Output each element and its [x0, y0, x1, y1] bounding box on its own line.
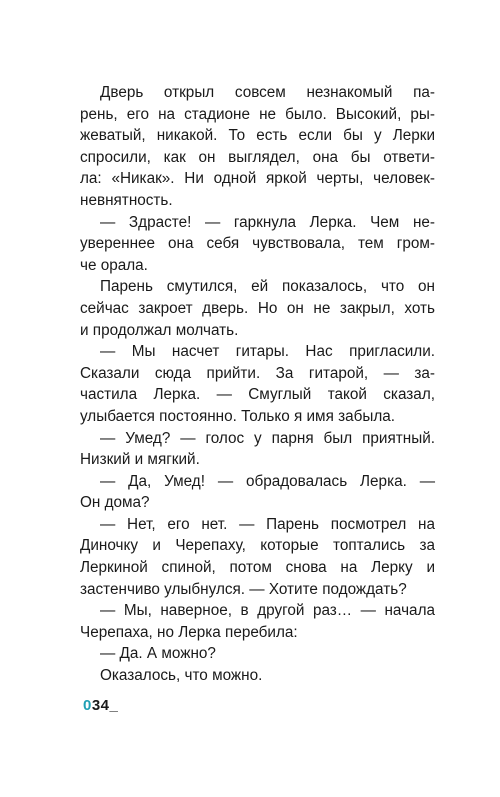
text-line: Парень смутился, ей показалось, что он	[100, 278, 435, 296]
page-number-lead-digit: 0	[83, 697, 92, 714]
text-line: сейчас закроет дверь. Но он не закрыл, хоть	[80, 299, 435, 317]
text-line: Низкий и мягкий.	[80, 451, 200, 469]
text-line: — Умед? — голос у парня был приятный.	[100, 429, 435, 447]
paragraph	[80, 665, 435, 687]
paragraph	[80, 341, 435, 427]
page-number-rest: 34_	[91, 697, 119, 714]
text-line: Оказалось, что можно.	[100, 667, 263, 685]
text-line: и продолжал молчать.	[80, 321, 239, 339]
paragraph	[80, 82, 435, 212]
text-line: Он дома?	[80, 494, 150, 512]
paragraph	[80, 428, 435, 471]
text-line: Черепаха, но Лерка перебила:	[80, 623, 298, 641]
paragraph	[80, 600, 435, 643]
text-line: че орала.	[80, 256, 148, 274]
text-line: застенчиво улыбнулся. — Хотите подождать?	[80, 580, 407, 598]
text-line: — Мы, наверное, в другой раз… — начала	[100, 602, 435, 620]
text-line: невнятность.	[80, 191, 173, 209]
text-line: рень, его на стадионе не было. Высокий, ры-	[80, 105, 435, 123]
paragraph	[80, 276, 435, 341]
text-line: — Да. А можно?	[100, 645, 216, 663]
paragraph	[80, 212, 435, 277]
text-line: Диночку и Черепаху, которые топтались за	[80, 537, 435, 555]
text-line: улыбается постоянно. Только я имя забыла.	[80, 407, 396, 425]
body-text	[80, 82, 435, 687]
text-line: Леркиной спиной, потом снова на Лерку и	[80, 559, 435, 577]
text-line: Дверь открыл совсем незнакомый па-	[100, 84, 435, 101]
text-line: спросили, как он выглядел, она бы ответи-	[80, 148, 435, 166]
paragraph	[80, 514, 435, 600]
text-line: — Да, Умед! — обрадовалась Лерка. —	[100, 472, 435, 490]
paragraph	[80, 643, 435, 665]
text-line: жеватый, никакой. То есть если бы у Лерки	[80, 127, 435, 145]
text-line: частила Лерка. — Смуглый такой сказал,	[80, 386, 435, 404]
page-number	[83, 697, 118, 714]
text-line: ла: «Никак». Ни одной яркой черты, человек-	[80, 170, 435, 188]
paragraph	[80, 471, 435, 514]
text-line: — Мы насчет гитары. Нас пригласили.	[100, 343, 435, 361]
text-line: увереннее она себя чувствовала, тем гром-	[80, 235, 435, 253]
text-line: — Здрасте! — гаркнула Лерка. Чем не-	[100, 213, 435, 231]
text-line: Сказали сюда прийти. За гитарой, — за-	[80, 364, 435, 382]
text-line: — Нет, его нет. — Парень посмотрел на	[100, 515, 435, 533]
